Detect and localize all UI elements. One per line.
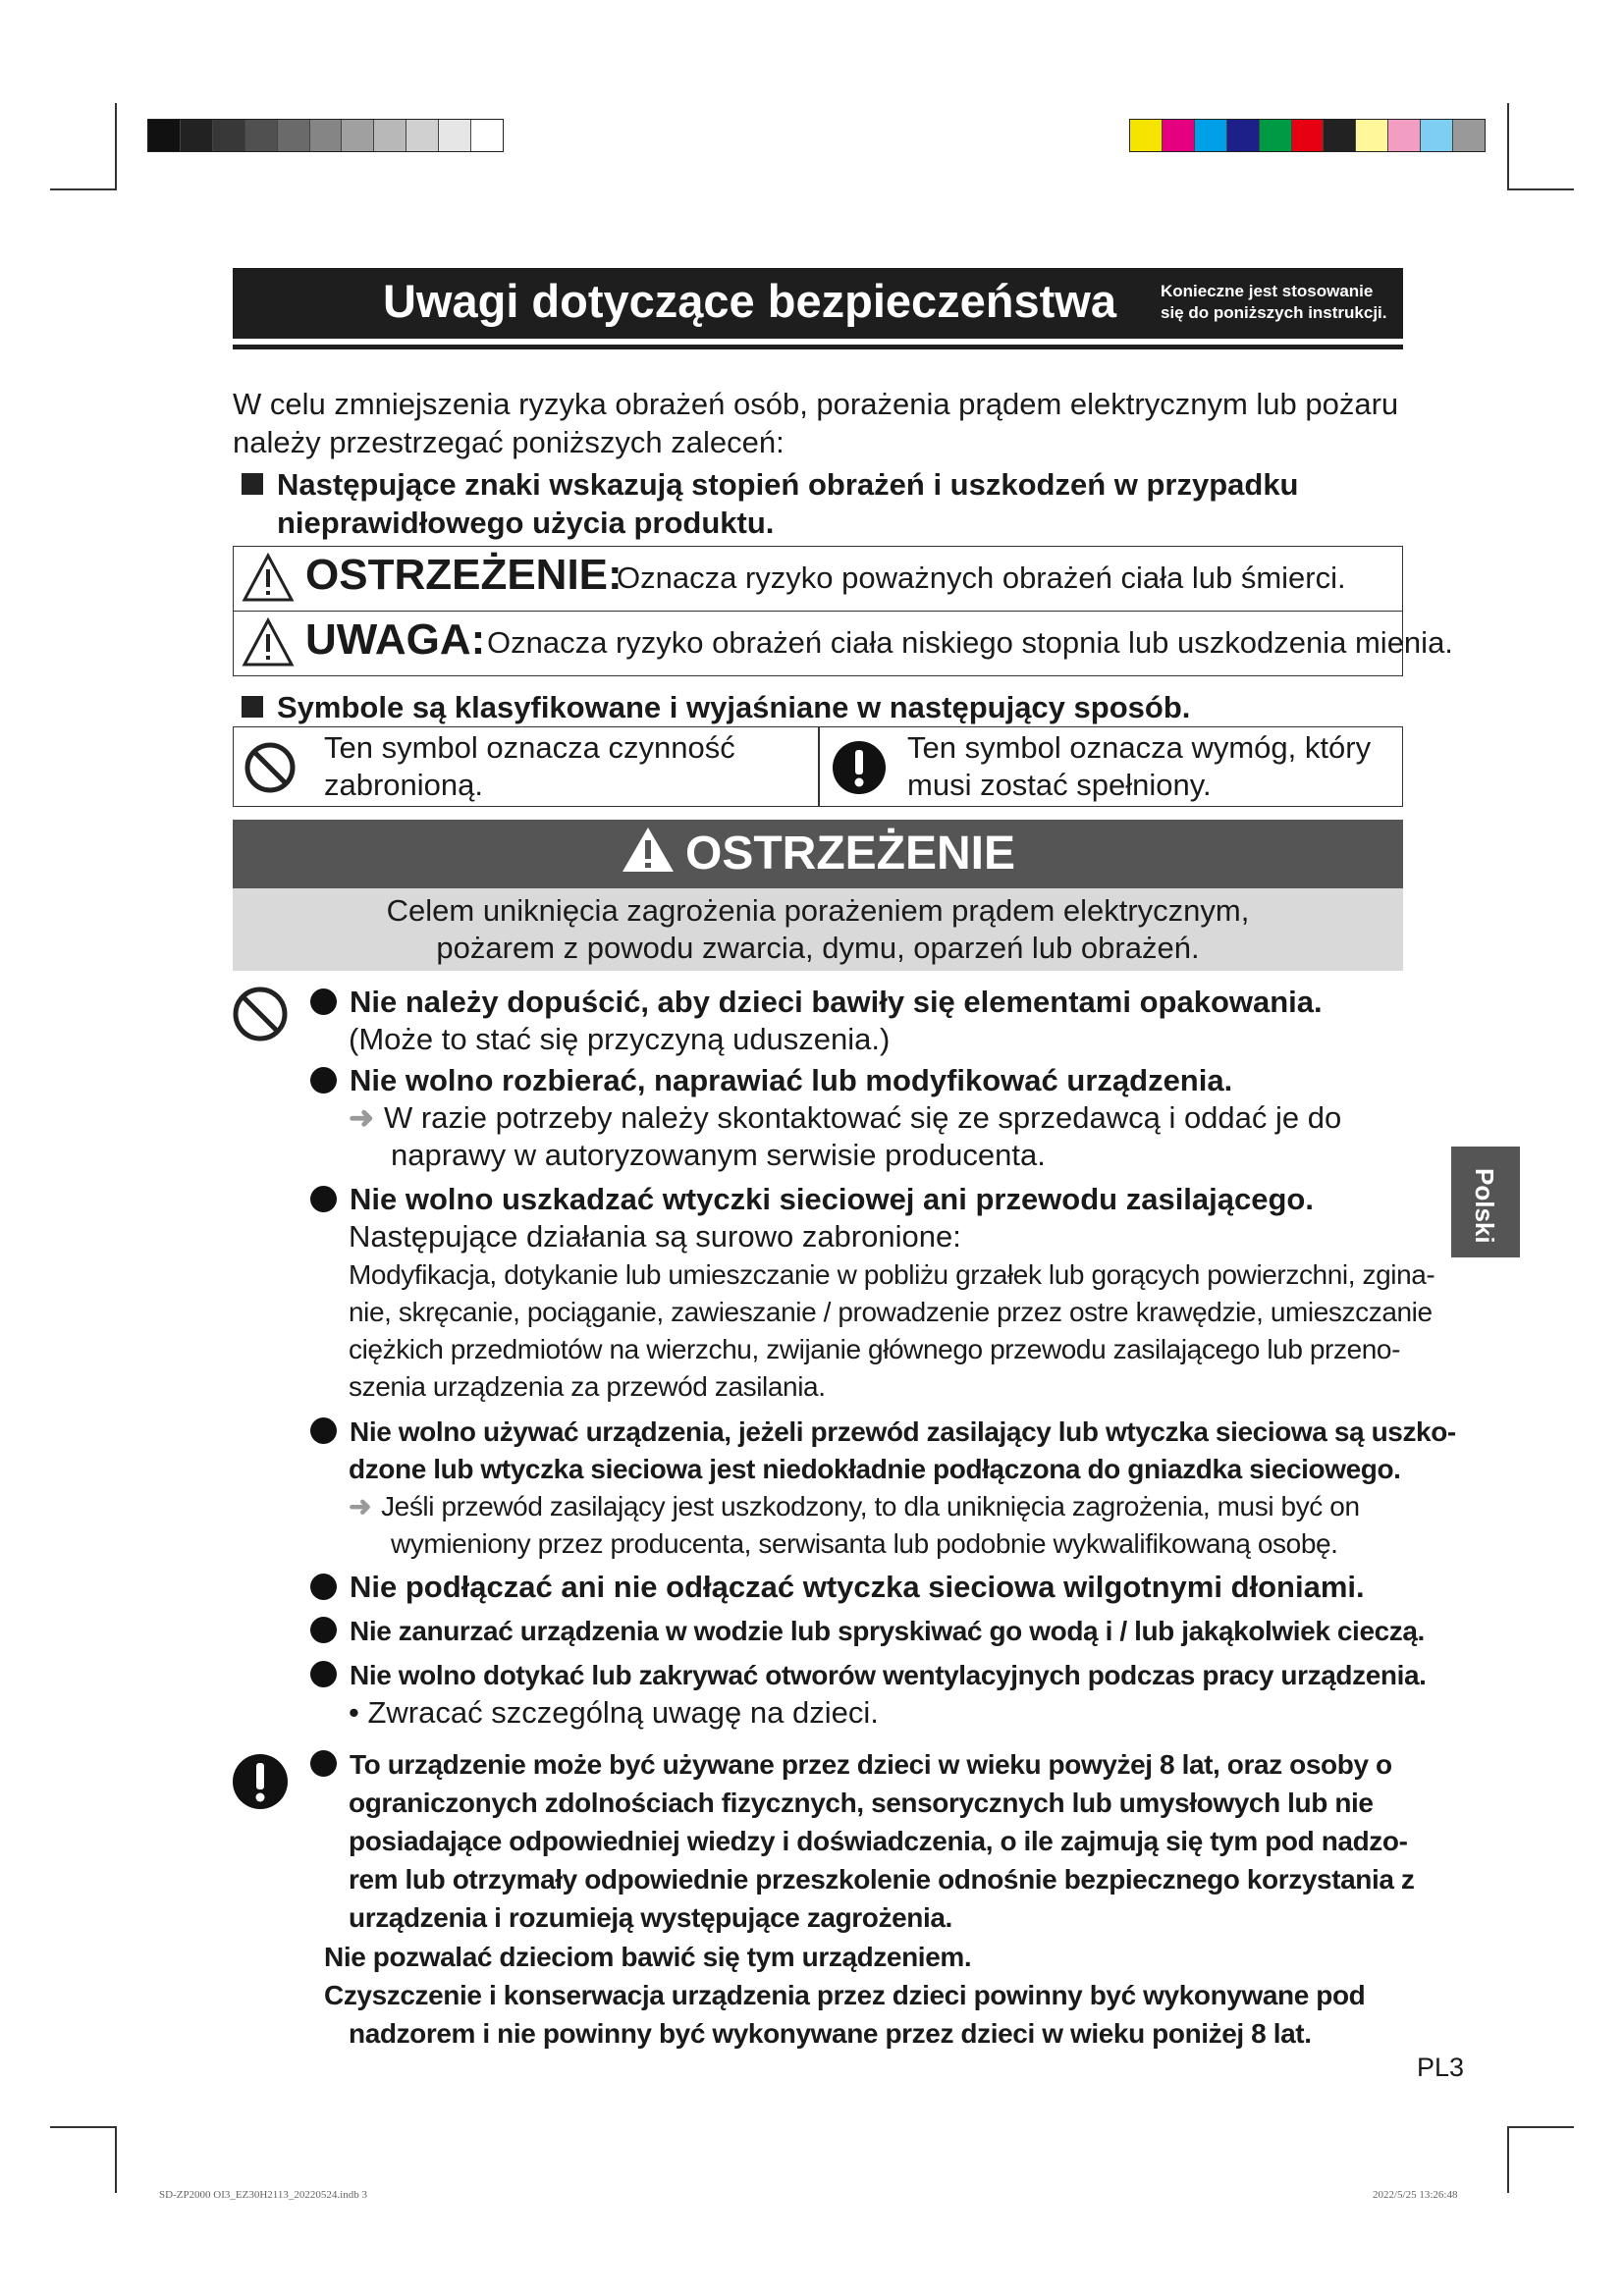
mandatory-item: To urządzenie może być używane przez dzieci w wieku powyżej 8 lat, oraz osoby o: [310, 1746, 1392, 1783]
crop-mark: [1507, 103, 1509, 189]
item-detail: ciężkich przedmiotów na wierzchu, zwijanie głównego przewodu zasilającego lub przeno-: [349, 1334, 1401, 1364]
bullet-dot-icon: [310, 1617, 337, 1643]
mandatory-item-cont: nadzorem i nie powinny być wykonywane przez dzieci w wieku poniżej 8 lat.: [349, 2018, 1312, 2049]
prohibited-item: Nie wolno uszkadzać wtyczki sieciowej ani przewodu zasilającego.: [310, 1181, 1314, 1217]
arrow-right-icon: ➜: [349, 1491, 372, 1522]
intro-line: W celu zmniejszenia ryzyka obrażeń osób, porażenia prądem elektrycznym lub pożaru: [233, 387, 1399, 421]
item-detail: nie, skręcanie, pociąganie, zawieszanie / prowadzenie przez ostre krawędzie, umieszczanie: [349, 1297, 1433, 1327]
title-rule: [233, 345, 1403, 349]
caution-level-box: [233, 611, 1453, 676]
prohibited-item: Nie podłączać ani nie odłączać wtyczka sieciowa wilgotnymi dłoniami.: [310, 1569, 1365, 1605]
page-title-band: [233, 268, 1403, 339]
grayscale-calibration-bar: [147, 119, 504, 152]
prohibited-description: Ten symbol oznacza czynność zabronioną.: [324, 730, 735, 802]
mandatory-icon: [831, 739, 888, 796]
bullet-dot-icon: [310, 1750, 337, 1777]
crop-mark: [1507, 2126, 1574, 2128]
item-note: ➜ W razie potrzeby należy skontaktować się ze sprzedawcą i oddać je do: [349, 1100, 1342, 1135]
item-note-cont: wymieniony przez producenta, serwisanta lub podobnie wykwalifikowaną osobę.: [391, 1528, 1338, 1559]
crop-mark: [1507, 188, 1574, 190]
footer-timestamp: 2022/5/25 13:26:48: [1373, 2189, 1458, 2201]
warning-section-subtitle: Celem uniknięcia zagrożenia porażeniem prądem elektrycznym, pożarem z powodu zwarcia, dymu, oparzeń lub obrażeń.: [233, 888, 1403, 971]
item-detail: Modyfikacja, dotykanie lub umieszczanie w pobliżu grzałek lub gorących powierzchni, zgina-: [349, 1259, 1435, 1290]
warning-triangle-icon: [242, 553, 295, 604]
crop-mark: [115, 103, 117, 189]
bullet-dot-icon: [310, 988, 337, 1015]
warning-level-box: [233, 546, 1403, 612]
bullet-dot-icon: [310, 1574, 337, 1600]
mandatory-item-cont: rem lub otrzymały odpowiednie przeszkolenie odnośnie bezpiecznego korzystania z: [349, 1864, 1415, 1895]
mandatory-item: Czyszczenie i konserwacja urządzenia przez dzieci powinny być wykonywane pod: [324, 1980, 1366, 2010]
item-subtext: Następujące działania są surowo zabronione:: [349, 1219, 961, 1254]
prohibited-item-cont: dzone lub wtyczka sieciowa jest niedokładnie podłączona do gniazdka sieciowego.: [349, 1454, 1401, 1484]
mandatory-item-cont: ograniczonych zdolnościach fizycznych, sensorycznych lub umysłowych lub nie: [349, 1788, 1374, 1818]
page-number: PL3: [1417, 2053, 1465, 2082]
arrow-right-icon: ➜: [349, 1100, 374, 1135]
bullet-dot-icon: [310, 1661, 337, 1687]
mandatory-item-cont: urządzenia i rozumieją występujące zagrożenia.: [349, 1902, 952, 1933]
crop-mark: [50, 188, 117, 190]
intro-bullet-cont: nieprawidłowego użycia produktu.: [277, 506, 775, 540]
square-bullet-icon: [242, 696, 263, 718]
prohibited-item: Nie wolno dotykać lub zakrywać otworów wentylacyjnych podczas pracy urządzenia.: [310, 1657, 1427, 1693]
item-note: ➜ Jeśli przewód zasilający jest uszkodzony, to dla uniknięcia zagrożenia, musi być on: [349, 1491, 1360, 1522]
mandatory-item: Nie pozwalać dzieciom bawić się tym urządzeniem.: [324, 1942, 972, 1972]
square-bullet-icon: [242, 473, 263, 495]
page-title: Uwagi dotyczące bezpieczeństwa: [382, 275, 1116, 327]
item-note: (Może to stać się przyczyną uduszenia.): [349, 1022, 891, 1056]
item-note-cont: naprawy w autoryzowanym serwisie producenta.: [391, 1138, 1046, 1172]
symbols-divider: [818, 727, 820, 806]
language-tab: Polski: [1451, 1147, 1520, 1257]
crop-mark: [50, 2126, 117, 2128]
warning-description: Oznacza ryzyko poważnych obrażeń ciała lub śmierci.: [617, 561, 1346, 595]
title-note: Konieczne jest stosowanie się do poniższych instrukcji.: [1161, 282, 1387, 322]
intro-bullet: Następujące znaki wskazują stopień obrażeń i uszkodzeń w przypadku: [242, 466, 1299, 503]
mandatory-icon: [231, 1752, 290, 1811]
bullet-dot-icon: [310, 1067, 337, 1094]
color-calibration-bar: [1129, 119, 1486, 152]
warning-section-title: OSTRZEŻENIE: [233, 826, 1403, 881]
item-detail: szenia urządzenia za przewód zasilania.: [349, 1371, 826, 1402]
prohibited-item: Nie wolno używać urządzenia, jeżeli przewód zasilający lub wtyczka sieciowa są uszko-: [310, 1414, 1456, 1450]
warning-section-header: [233, 820, 1403, 888]
prohibited-item: Nie zanurzać urządzenia w wodzie lub spryskiwać go wodą i / lub jakąkolwiek cieczą.: [310, 1613, 1425, 1649]
footer-file-info: SD-ZP2000 OI3_EZ30H2113_20220524.indb 3: [159, 2189, 367, 2201]
mandatory-item-cont: posiadające odpowiedniej wiedzy i doświadczenia, o ile zajmują się tym pod nadzo-: [349, 1826, 1408, 1856]
item-note: • Zwracać szczególną uwagę na dzieci.: [349, 1695, 879, 1730]
symbols-table: [233, 726, 1403, 807]
caution-label: UWAGA:: [305, 615, 486, 664]
mandatory-description: Ten symbol oznacza wymóg, który musi zostać spełniony.: [907, 730, 1372, 802]
bullet-dot-icon: [310, 1417, 337, 1444]
caution-description: Oznacza ryzyko obrażeń ciała niskiego stopnia lub uszkodzenia mienia.: [487, 625, 1453, 660]
warning-triangle-icon: [621, 826, 676, 875]
bullet-dot-icon: [310, 1186, 337, 1212]
prohibited-item: Nie wolno rozbierać, naprawiać lub modyfikować urządzenia.: [310, 1062, 1232, 1098]
warning-label: OSTRZEŻENIE:: [305, 551, 623, 599]
crop-mark: [1507, 2126, 1509, 2193]
symbols-heading: Symbole są klasyfikowane i wyjaśniane w następujący sposób.: [242, 689, 1190, 725]
caution-triangle-icon: [242, 617, 295, 668]
crop-mark: [115, 2126, 117, 2193]
prohibited-icon: [232, 986, 289, 1042]
prohibited-item: Nie należy dopuścić, aby dzieci bawiły się elementami opakowania.: [310, 984, 1323, 1020]
prohibited-icon: [244, 741, 297, 794]
intro-line: należy przestrzegać poniższych zaleceń:: [233, 425, 785, 459]
